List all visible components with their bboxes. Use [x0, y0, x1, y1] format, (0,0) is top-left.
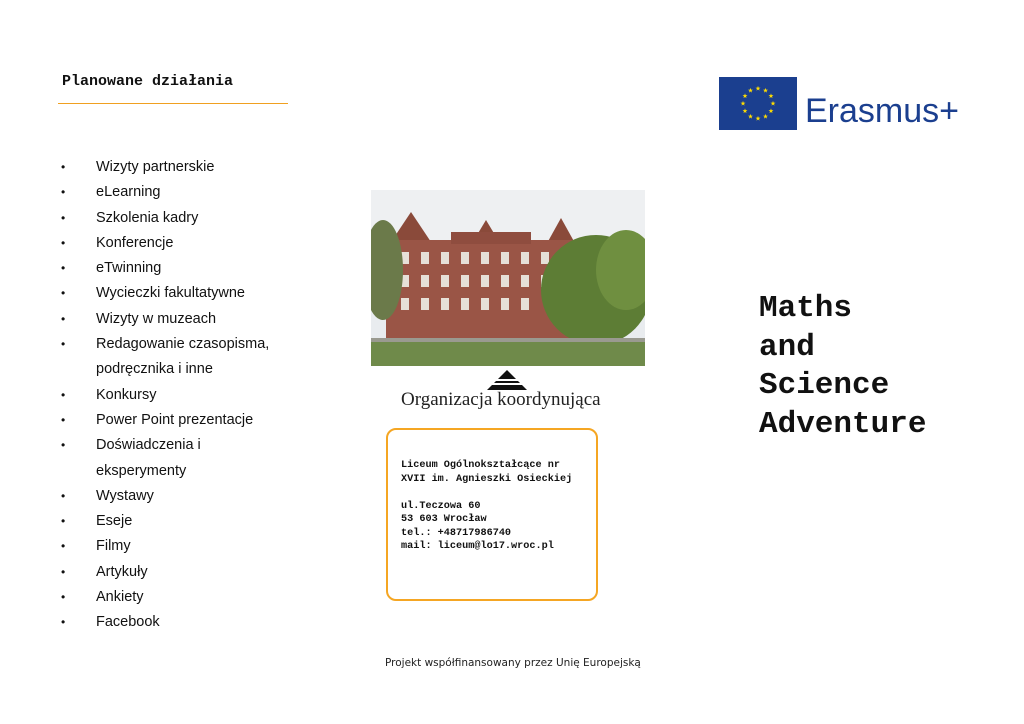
contact-line: mail: liceum@lo17.wroc.pl [401, 541, 554, 552]
activity-item: • Doświadczenia i [58, 433, 318, 458]
activity-item: podręcznika i inne [96, 361, 213, 378]
school-photo [371, 190, 645, 366]
contact-line: tel.: +48717986740 [401, 527, 512, 539]
coordinator-logo-icon [487, 370, 527, 390]
contact-box [386, 428, 598, 601]
title-underline [58, 103, 288, 104]
activity-item: • Wycieczki fakultatywne [58, 281, 318, 306]
contact-line: XVII im. Agnieszki Osieckiej [401, 473, 573, 485]
activity-item: • Power Point prezentacje [58, 408, 318, 433]
activity-item: • eLearning [58, 180, 318, 205]
activity-item: • Ankiety [58, 585, 318, 610]
title-line: Maths [759, 291, 853, 326]
activity-item: • Wizyty partnerskie [58, 155, 318, 180]
contact-line: Liceum Ogólnokształcące nr [401, 460, 560, 471]
contact-line: 53 603 Wrocław [401, 514, 487, 525]
activity-item: eksperymenty [96, 462, 187, 479]
activity-item: • Wystawy [58, 484, 318, 509]
title-line: Adventure [759, 406, 927, 442]
activity-item: • Artykuły [58, 560, 318, 585]
coordinator-label: Organizacja koordynująca [401, 389, 601, 410]
activity-item: • Eseje [58, 509, 318, 534]
activity-item: • eTwinning [58, 256, 318, 281]
title-line: and [759, 329, 815, 365]
activity-item: • Wizyty w muzeach [58, 307, 318, 332]
activity-item: • Konkursy [58, 383, 318, 408]
activity-item: • Redagowanie czasopisma, [58, 332, 318, 357]
cofunding-footer: Projekt współfinansowany przez Unię Europejską [385, 657, 641, 669]
activity-item: • Filmy [58, 534, 318, 559]
contact-line: ul.Teczowa 60 [401, 500, 481, 512]
eu-flag-icon [719, 77, 797, 130]
erasmus-logo: Erasmus+ [805, 92, 959, 130]
activity-item: • Szkolenia kadry [58, 206, 318, 231]
left-panel-title: Planowane działania [62, 73, 234, 90]
title-line: Science [759, 368, 890, 403]
activity-item: • Facebook [58, 610, 318, 635]
brochure-title [759, 290, 926, 444]
activity-item: • Konferencje [58, 231, 318, 256]
activities-list [58, 155, 318, 636]
contact-line [401, 486, 596, 500]
